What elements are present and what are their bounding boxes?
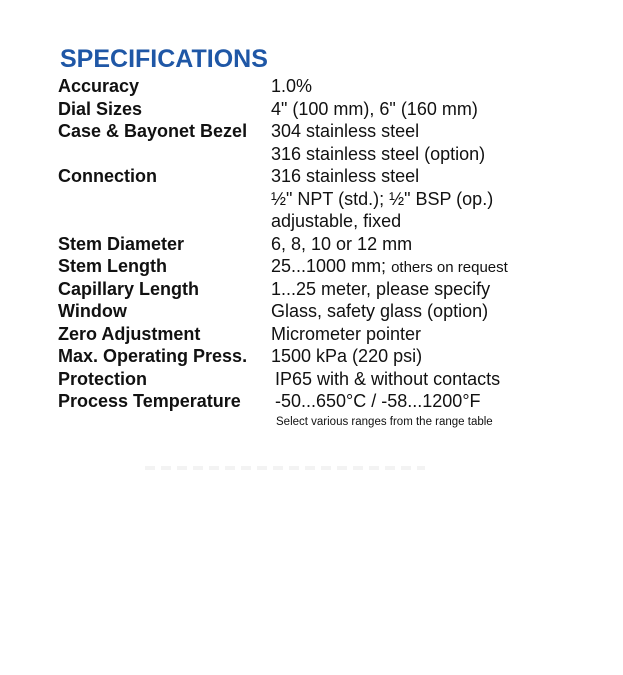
spec-label: Process Temperature <box>58 391 241 411</box>
spec-value-note: others on request <box>391 259 508 276</box>
spec-value: 304 stainless steel <box>271 121 420 141</box>
spec-value: IP65 with & without contacts <box>275 368 501 389</box>
spec-row-max-pressure <box>58 345 578 368</box>
specifications-table <box>58 75 578 413</box>
spec-row-window <box>58 300 578 323</box>
spec-label: Max. Operating Press. <box>58 346 248 366</box>
spec-value: -50...650°C / -58...1200°F <box>275 391 481 411</box>
spec-value: 4" (100 mm), 6" (160 mm) <box>271 98 478 119</box>
spec-label: Connection <box>58 166 157 186</box>
spec-label: Window <box>58 301 127 321</box>
spec-value: Glass, safety glass (option) <box>271 301 489 321</box>
spec-label: Dial Sizes <box>58 98 143 119</box>
spec-row-protection <box>58 368 578 391</box>
spec-label: Accuracy <box>58 76 140 96</box>
spec-value: Micrometer pointer <box>271 323 422 344</box>
spec-label: Case & Bayonet Bezel <box>58 121 248 141</box>
spec-row-zero-adjustment <box>58 323 578 346</box>
spec-label: Stem Length <box>58 256 168 276</box>
range-table-footnote: Select various ranges from the range table <box>276 416 493 428</box>
spec-row-dial-sizes <box>58 98 578 121</box>
spec-label: Protection <box>58 368 148 389</box>
spec-row-process-temperature <box>58 390 578 413</box>
spec-row-case-bezel <box>58 120 578 143</box>
spec-row-capillary-length <box>58 278 578 301</box>
spec-label: Zero Adjustment <box>58 323 201 344</box>
spec-value: 1500 kPa (220 psi) <box>271 346 423 366</box>
spec-value: 6, 8, 10 or 12 mm <box>271 233 413 254</box>
spec-label: Stem Diameter <box>58 233 185 254</box>
spec-value: 1...25 meter, please specify <box>271 278 491 299</box>
spec-value: ½" NPT (std.); ½" BSP (op.) <box>271 188 494 209</box>
spec-value: 316 stainless steel <box>271 166 420 186</box>
spec-row-stem-length <box>58 255 578 278</box>
faded-divider <box>145 466 425 470</box>
spec-value <box>271 255 578 280</box>
spec-row-stem-diameter <box>58 233 578 256</box>
spec-row-connection-mount <box>58 210 578 233</box>
spec-row-connection <box>58 165 578 188</box>
spec-row-accuracy <box>58 75 578 98</box>
spec-label: Capillary Length <box>58 278 200 299</box>
spec-value: adjustable, fixed <box>271 211 402 231</box>
spec-row-connection-thread <box>58 188 578 211</box>
page-title: SPECIFICATIONS <box>60 45 268 73</box>
spec-value-main: 25...1000 mm; <box>271 256 387 276</box>
spec-value: 316 stainless steel (option) <box>271 143 486 164</box>
spec-value: 1.0% <box>271 76 313 96</box>
spec-row-case-bezel-option <box>58 143 578 166</box>
